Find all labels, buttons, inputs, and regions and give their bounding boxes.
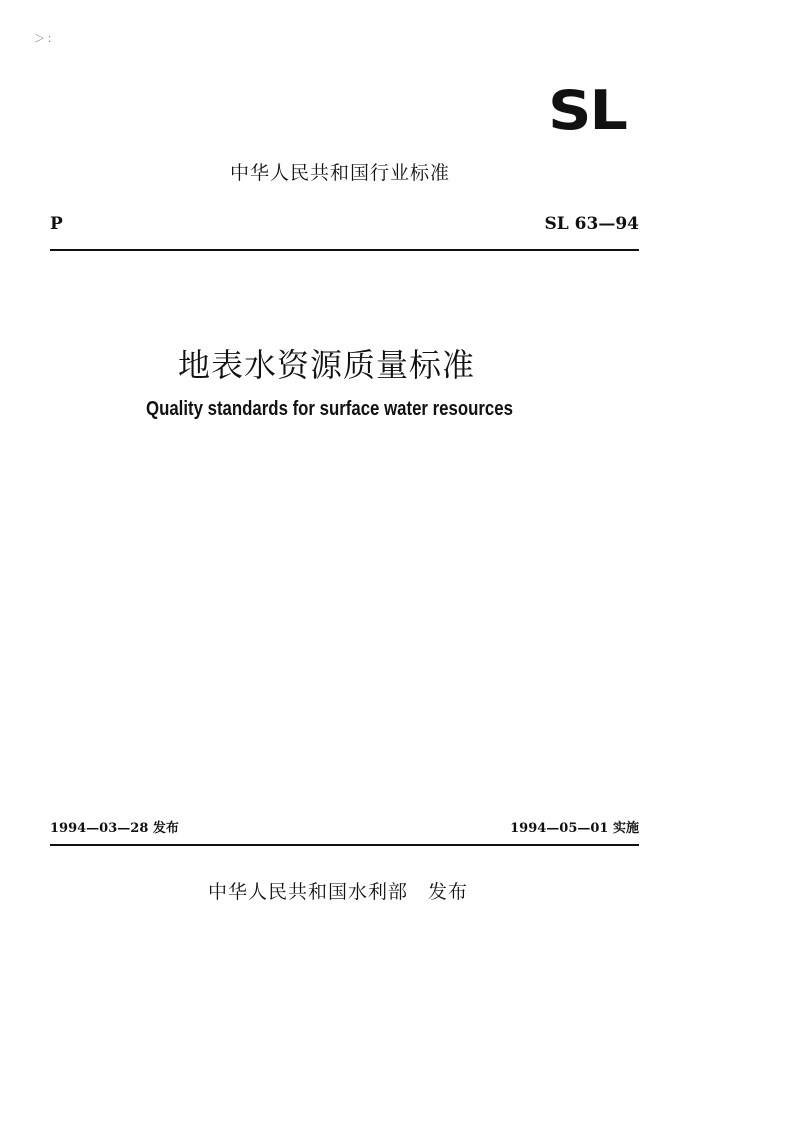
standard-number: SL 63—94 xyxy=(544,214,639,234)
document-title-chinese: 地表水资源质量标准 xyxy=(178,346,476,384)
industry-standard-heading: 中华人民共和国行业标准 xyxy=(230,162,451,184)
sl-logo: SL xyxy=(548,79,626,142)
document-title-english: Quality standards for surface water resources xyxy=(146,398,513,420)
corner-mark: ＞： xyxy=(34,32,60,45)
category-code: P xyxy=(50,214,63,234)
issuing-authority: 中华人民共和国水利部 发布 xyxy=(208,881,469,903)
issue-date: 1994—03—28 发布 xyxy=(50,821,179,836)
bottom-divider xyxy=(50,844,639,846)
top-divider xyxy=(50,249,639,251)
implementation-date: 1994—05—01 实施 xyxy=(510,821,639,836)
